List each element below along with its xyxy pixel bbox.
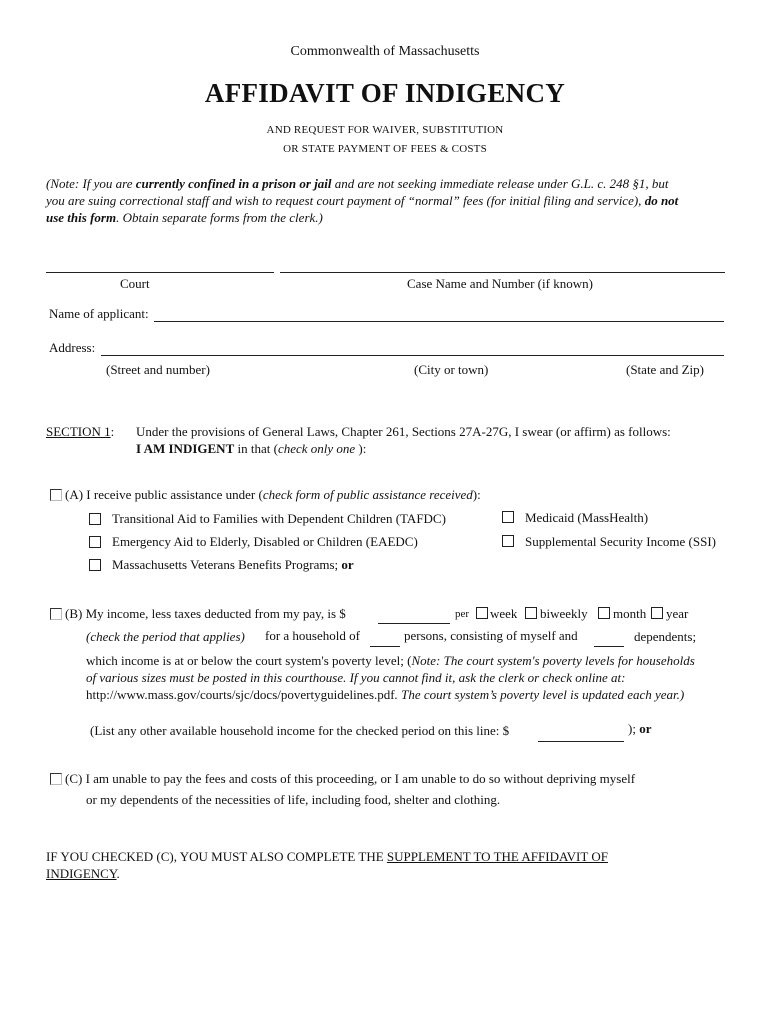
option-a-label: (A) I receive public assistance under (check form of public assistance received): [65, 487, 481, 502]
dependents-label: dependents; [634, 629, 697, 644]
other-income-label: (List any other available household income for the checked period on this line: $ [90, 723, 510, 738]
commonwealth-header: Commonwealth of Massachusetts [290, 44, 480, 59]
eaedc-checkbox[interactable] [89, 536, 101, 548]
persons-label: persons, consisting of myself and [404, 628, 578, 643]
tafdc-checkbox[interactable] [89, 513, 101, 525]
year-checkbox[interactable] [651, 607, 663, 619]
per-label: per [455, 608, 470, 620]
dependents-field[interactable] [594, 632, 624, 647]
household-of-label: for a household of [265, 628, 360, 643]
ssi-label: Supplemental Security Income (SSI) [525, 534, 716, 549]
ssi-checkbox[interactable] [502, 535, 514, 547]
period-note: (check the period that applies) [86, 629, 245, 644]
case-name-label: Case Name and Number (if known) [407, 276, 593, 291]
poverty-line2: of various sizes must be posted in this courthouse. If you cannot find it, ask the clerk or check online at: [86, 670, 626, 685]
poverty-line3: http://www.mass.gov/courts/sjc/docs/povertyguidelines.pdf. The court system’s poverty level is updated each year.) [86, 687, 685, 702]
form-title: AFFIDAVIT OF INDIGENCY [204, 78, 566, 108]
veterans-label: Massachusetts Veterans Benefits Programs; or [112, 557, 354, 572]
option-c-line2: or my dependents of the necessities of life, including food, shelter and clothing. [86, 792, 501, 807]
section1-indigent: I AM INDIGENT in that (check only one ): [136, 441, 367, 456]
week-label: week [490, 606, 518, 621]
form-subtitle-line2: OR STATE PAYMENT OF FEES & COSTS [283, 143, 487, 155]
section1-heading: SECTION 1: [46, 424, 115, 439]
medicaid-label: Medicaid (MassHealth) [525, 510, 649, 525]
other-income-end: ); or [628, 721, 652, 736]
case-name-field[interactable] [280, 258, 725, 273]
poverty-line1: which income is at or below the court system's poverty level; (Note: The court system's poverty levels for households [86, 653, 695, 668]
applicant-label: Name of applicant: [49, 306, 149, 321]
poverty-guidelines-link[interactable]: http://www.mass.gov/courts/sjc/docs/povertyguidelines.pdf [86, 687, 395, 702]
supplement-link-cont[interactable]: INDIGENCY [46, 866, 117, 881]
form-subtitle-line1: AND REQUEST FOR WAIVER, SUBSTITUTION [266, 124, 504, 136]
supplement-link[interactable]: SUPPLEMENT TO THE AFFIDAVIT OF [386, 849, 608, 864]
option-a-checkbox[interactable] [50, 489, 62, 501]
income-amount-field[interactable] [378, 609, 450, 624]
street-label: (Street and number) [106, 362, 210, 377]
note-line3: use this form. Obtain separate forms from the clerk.) [46, 210, 323, 225]
option-c-line1: (C) I am unable to pay the fees and costs of this proceeding, or I am unable to do so without depriving myself [65, 771, 636, 786]
tafdc-label: Transitional Aid to Families with Dependent Children (TAFDC) [112, 511, 446, 526]
week-checkbox[interactable] [476, 607, 488, 619]
month-checkbox[interactable] [598, 607, 610, 619]
state-zip-label: (State and Zip) [626, 362, 704, 377]
eaedc-label: Emergency Aid to Elderly, Disabled or Children (EAEDC) [112, 534, 418, 549]
biweekly-checkbox[interactable] [525, 607, 537, 619]
note-line2: you are suing correctional staff and wish to request court payment of “normal” fees (for initial filing and service), do not [46, 193, 679, 208]
section1-intro: Under the provisions of General Laws, Chapter 261, Sections 27A-27G, I swear (or affirm) as follows: [136, 424, 671, 439]
address-label: Address: [49, 340, 96, 355]
court-label: Court [120, 276, 150, 291]
note-line1: (Note: If you are currently confined in a prison or jail and are not seeking immediate release under G.L. c. 248 §1, but [46, 176, 669, 191]
option-b-label: (B) My income, less taxes deducted from my pay, is $ [65, 606, 346, 621]
other-income-field[interactable] [538, 727, 624, 742]
month-label: month [613, 606, 647, 621]
court-field[interactable] [46, 258, 274, 273]
veterans-checkbox[interactable] [89, 559, 101, 571]
city-label: (City or town) [414, 362, 489, 377]
medicaid-checkbox[interactable] [502, 511, 514, 523]
year-label: year [666, 606, 689, 621]
option-b-checkbox[interactable] [50, 608, 62, 620]
applicant-name-field[interactable] [154, 307, 724, 322]
biweekly-label: biweekly [540, 606, 588, 621]
option-c-checkbox[interactable] [50, 773, 62, 785]
footer-line1: IF YOU CHECKED (C), YOU MUST ALSO COMPLETE THE SUPPLEMENT TO THE AFFIDAVIT OF [46, 849, 608, 864]
household-size-field[interactable] [370, 632, 400, 647]
address-field[interactable] [101, 341, 724, 356]
footer-line2: INDIGENCY. [46, 866, 120, 881]
